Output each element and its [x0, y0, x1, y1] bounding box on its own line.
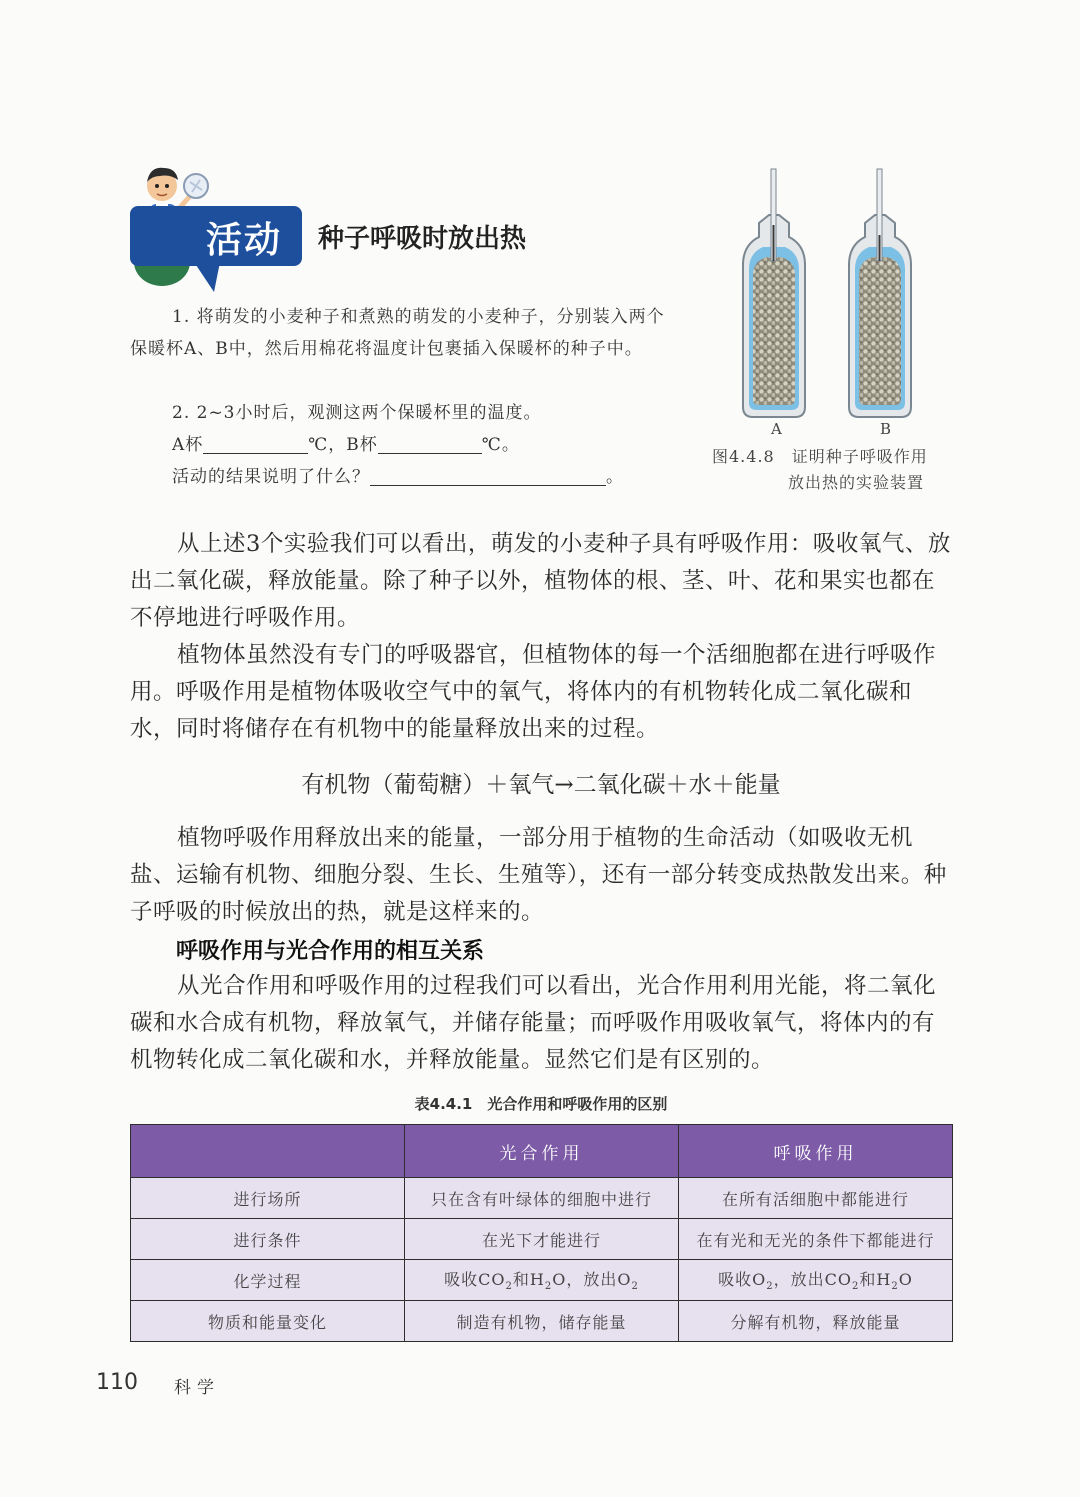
- cup-a-blank: [203, 433, 308, 454]
- flask-a: [743, 169, 805, 417]
- photosynthesis-cell: 吸收$CO_2$和$H_2O$，放出$O_2$: [405, 1260, 679, 1301]
- photosynthesis-cell: 制造有机物，储存能量: [405, 1301, 679, 1342]
- respiration-cell: 分解有机物，释放能量: [679, 1301, 953, 1342]
- cup-b-label: ℃，B杯: [308, 435, 378, 455]
- respiration-cell: 在有光和无光的条件下都能进行: [679, 1219, 953, 1260]
- header-respiration: 呼吸作用: [679, 1125, 953, 1178]
- table-caption: 表4.4.1 光合作用和呼吸作用的区别: [414, 1095, 668, 1113]
- table-row: [131, 1219, 953, 1260]
- activity-title: 种子呼吸时放出热: [318, 224, 527, 254]
- activity-step-1: 1. 将萌发的小麦种子和煮熟的萌发的小麦种子，分别装入两个保暖杯A、B中，然后用棉花将温度计包裹插入保暖杯的种子中。: [130, 307, 665, 359]
- respiration-cell: 吸收$O_2$，放出$CO_2$和$H_2O$: [679, 1260, 953, 1301]
- table-header-row: [131, 1125, 953, 1178]
- activity-question: 活动的结果说明了什么？: [172, 467, 370, 487]
- paragraph-4: 从光合作用和呼吸作用的过程我们可以看出，光合作用利用光能，将二氧化碳和水合成有机物，释放氧气，并储存能量；而呼吸作用吸收氧气，将体内的有机物转化成二氧化碳和水，并释放能量。显然它们是有区别的。: [130, 973, 937, 1073]
- activity-step-2: 2. 2~3小时后，观测这两个保暖杯里的温度。: [172, 403, 542, 423]
- question-blank: [370, 465, 606, 486]
- activity-temperature-line: [172, 429, 520, 461]
- cup-a-label: A杯: [172, 435, 204, 455]
- paragraph-3: 植物呼吸作用释放出来的能量，一部分用于植物的生命活动（如吸收无机盐、运输有机物、细胞分裂、生长、生殖等），还有一部分转变成热散发出来。种子呼吸的时候放出的热，就是这样来的。: [130, 825, 947, 925]
- photosynthesis-cell: 在光下才能进行: [405, 1219, 679, 1260]
- row-label: 化学过程: [131, 1260, 405, 1301]
- activity-badge-label: 活动: [206, 220, 283, 261]
- page-number: 110: [96, 1370, 138, 1395]
- activity-question-line: [172, 461, 624, 493]
- unit-end: ℃。: [481, 435, 520, 455]
- paragraph-2: 植物体虽然没有专门的呼吸器官，但植物体的每一个活细胞都在进行呼吸作用。呼吸作用是植物体吸收空气中的氧气，将体内的有机物转化成二氧化碳和水，同时将储存在有机物中的能量释放出来的过程。: [130, 642, 937, 742]
- respiration-formula: 有机物（葡萄糖）＋氧气→二氧化碳＋水＋能量: [301, 772, 781, 798]
- header-empty: [131, 1125, 405, 1178]
- table-row: [131, 1178, 953, 1219]
- thermos-flask-figure: [735, 165, 925, 440]
- photosynthesis-cell: 只在含有叶绿体的细胞中进行: [405, 1178, 679, 1219]
- flask-b-label: B: [880, 420, 892, 438]
- header-photosynthesis: 光合作用: [405, 1125, 679, 1178]
- paragraph-1: 从上述3个实验我们可以看出，萌发的小麦种子具有呼吸作用：吸收氧气、放出二氧化碳，释放能量。除了种子以外，植物体的根、茎、叶、花和果实也都在不停地进行呼吸作用。: [130, 531, 951, 631]
- respiration-cell: 在所有活细胞中都能进行: [679, 1178, 953, 1219]
- book-title: 科学: [174, 1378, 220, 1398]
- badge-pointer: [190, 262, 224, 292]
- figure-caption-line-2: 放出热的实验装置: [788, 473, 925, 492]
- figure-caption-line-1: 图4.4.8 证明种子呼吸作用: [712, 447, 928, 466]
- row-label: 物质和能量变化: [131, 1301, 405, 1342]
- figure-caption: [712, 444, 928, 496]
- comparison-table: [130, 1124, 953, 1342]
- section-subheading: 呼吸作用与光合作用的相互关系: [176, 939, 485, 964]
- flask-b: [849, 169, 911, 417]
- cup-b-blank: [378, 433, 482, 454]
- question-end: 。: [606, 467, 624, 487]
- row-label: 进行条件: [131, 1219, 405, 1260]
- table-row: [131, 1301, 953, 1342]
- table-row: [131, 1260, 953, 1301]
- row-label: 进行场所: [131, 1178, 405, 1219]
- flask-a-label: A: [771, 420, 782, 438]
